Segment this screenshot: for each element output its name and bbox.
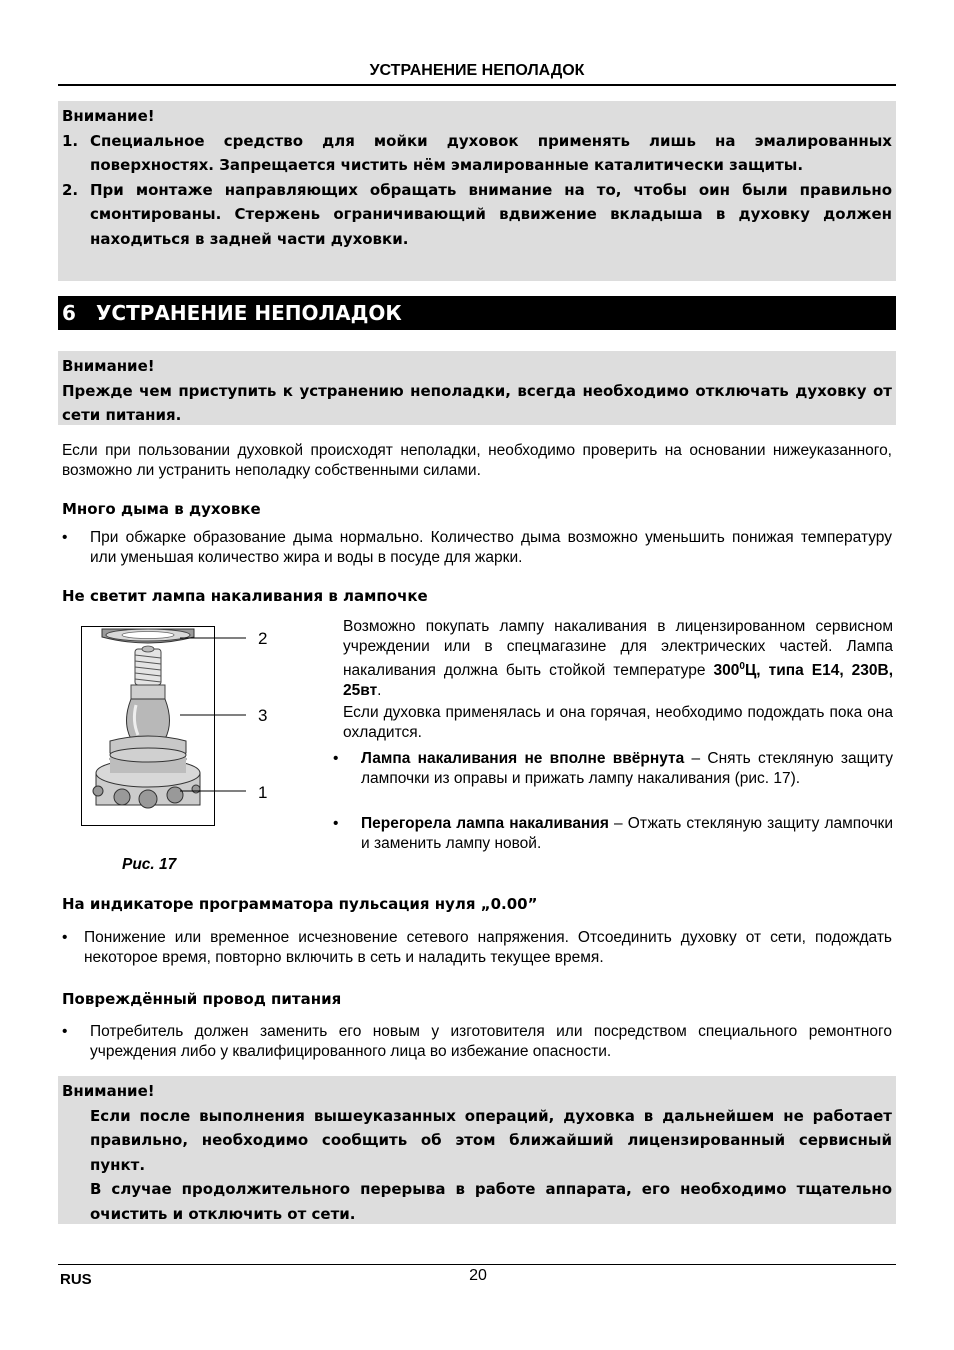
cord-heading: Повреждённый провод питания [62,990,342,1008]
smoke-heading: Много дыма в духовке [62,500,261,518]
lamp-heading: Не светит лампа накаливания в лампочке [62,587,428,605]
footer-divider [58,1264,896,1265]
cord-bullet [62,1022,892,1062]
lamp-bullet-bold: Перегорела лампа накаливания [361,815,609,832]
bullet-icon: • [62,1023,68,1040]
bullet-icon: • [333,815,339,832]
lamp-bullet [333,749,893,789]
attention-text: Прежде чем приступить к устранению неполадки, всегда необходимо отключать духовку от сети питания. [62,381,892,424]
attention-paragraph-2: В случае продолжительного перерыва в работе аппарата, его необходимо тщательно очистить и отключить от сети. [90,1180,892,1223]
lamp-paragraph-1 [343,617,893,701]
page-number: 20 [469,1267,487,1284]
lamp-bullet-bold: Лампа накаливания не вполне ввёрнута [361,750,685,767]
bullet-icon: • [62,529,68,546]
lamp-paragraph-1-text: Возможно покупать лампу накаливания в лицензированном сервисном учреждении или в спецмагазине для электрических частей. Лампа накаливания должна быть стойкой температуре [343,618,893,680]
cord-bullet-text: Потребитель должен заменить его новым у изготовителя или посредством специального ремонтного учреждения либо у квалифицированного лица во избежание опасности. [90,1023,892,1060]
lamp-spec-temp: 300 [713,662,740,680]
attention-item-number: 2. [62,180,79,199]
section-title-bar [58,296,896,330]
attention-box-3 [58,1076,896,1224]
footer-language: RUS [60,1271,92,1288]
lamp-bullet-text [361,814,893,854]
attention-box-1 [58,101,896,281]
attention-list [62,129,892,252]
attention-paragraph-1: Если после выполнения вышеуказанных операций, духовка в дальнейшем не работает правильно, необходимо сообщить об этом ближайший лицензированный сервисный пункт. [90,1106,892,1174]
lamp-paragraph-1-end: . [377,682,382,700]
intro-paragraph: Если при пользовании духовкой происходят неполадки, необходимо проверить на основании нижеуказанного, возможно ли устранить неполадку собственными силами. [62,442,892,479]
figure-label-1: 1 [258,783,268,802]
section-number: 6 [62,301,76,325]
attention-label: Внимание! [62,1082,155,1100]
attention-body [62,1104,892,1227]
attention-label: Внимание! [62,107,155,125]
lamp-bullet [333,814,893,854]
attention-box-2 [58,351,896,425]
attention-item-text: Специальное средство для мойки духовок применять лишь на эмалированных поверхностях. Запрещается чистить нём эмалированные каталитически защиты. [90,131,892,174]
attention-item-text: При монтаже направляющих обращать внимание на то, чтобы оин были правильно смонтированы. Стержень ограничивающий вдвижение вкладыша в духовку должен находиться в задней части духовки. [90,180,892,248]
indicator-heading: На индикаторе программатора пульсация нуля „0.00” [62,895,538,913]
indicator-bullet-text: Понижение или временное исчезновение сетевого напряжения. Отсоединить духовку от сети, подождать некоторое время, повторно включить в сеть и наладить текущее время. [84,929,892,966]
attention-label: Внимание! [62,357,155,375]
page-header-title: УСТРАНЕНИЕ НЕПОЛАДОК [369,62,585,79]
smoke-bullet-text: При обжарке образование дыма нормально. Количество дыма возможно уменьшить понижая температуру или уменьшая количество жира и воды в посуде для жарки. [90,529,892,566]
figure-label-3: 3 [258,706,268,725]
lamp-bullet-rest: – Снять стекляную защиту лампочки из оправы и прижать лампу накаливания (рис. 17). [361,750,893,787]
figure-label-2: 2 [258,629,268,648]
header-divider [58,84,896,86]
bullet-icon: • [333,750,339,767]
section-title: УСТРАНЕНИЕ НЕПОЛАДОК [96,301,402,325]
lamp-bullet-text [361,749,893,789]
lamp-spec-degree: 0 [739,661,745,672]
bullet-icon: • [62,929,68,946]
lamp-paragraph-2: Если духовка применялась и она горячая, необходимо подождать пока она охладится. [343,704,893,741]
figure-caption: Рис. 17 [122,856,177,873]
smoke-bullet [62,528,892,568]
lamp-spec-type: Ц, типа E14, 230В, 25вт [343,662,894,700]
attention-item [62,129,892,178]
attention-item [62,178,892,252]
lamp-bullet-rest: – Отжать стекляную защиту лампочки и заменить лампу новой. [361,815,893,852]
figure-callout-lines [180,626,290,806]
attention-item-number: 1. [62,131,79,150]
indicator-bullet [62,928,892,968]
